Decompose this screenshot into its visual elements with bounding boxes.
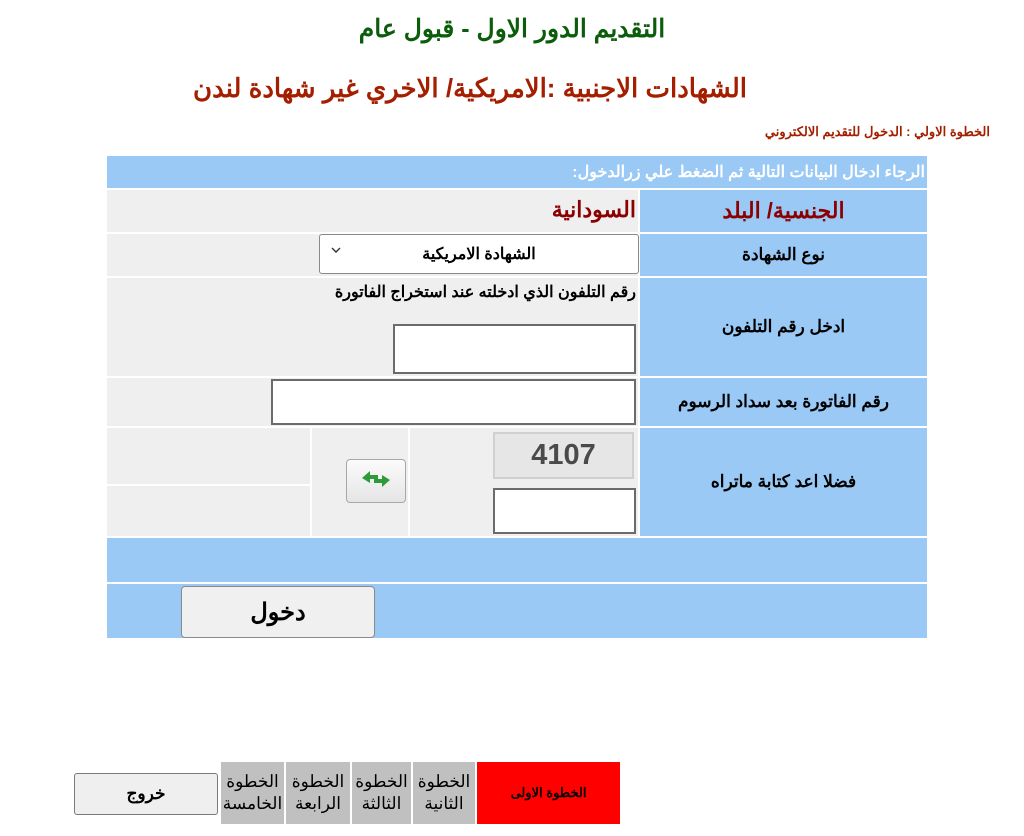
- certificate-type-selected: الشهادة الامريكية: [422, 246, 536, 263]
- captcha-refresh-button[interactable]: [346, 459, 406, 503]
- nationality-label: الجنسية/ البلد: [640, 190, 927, 232]
- form-instructions: الرجاء ادخال البيانات التالية ثم الضغط علي زرالدخول:: [107, 156, 927, 188]
- page-subtitle: الشهادات الاجنبية :الامريكية/ الاخري غير شهادة لندن: [192, 73, 748, 103]
- step-label: الخطوة الاولي : الدخول للتقديم الالكتروني: [764, 124, 990, 139]
- form-spacer: [107, 538, 927, 582]
- step-tab-3[interactable]: الخطوة الثالثة: [352, 762, 411, 824]
- phone-hint: رقم التلفون الذي ادخلته عند استخراج الفاتورة: [334, 284, 636, 301]
- captcha-empty-cell-top: [107, 428, 310, 484]
- login-button[interactable]: دخول: [181, 586, 375, 638]
- certificate-type-label: نوع الشهادة: [640, 234, 927, 276]
- phone-input[interactable]: [393, 324, 636, 374]
- page-title: التقديم الدور الاول - قبول عام: [358, 15, 666, 43]
- step-tab-1[interactable]: الخطوة الاولى: [477, 762, 620, 824]
- nationality-value-cell: [107, 190, 638, 232]
- refresh-arrows-icon: [358, 468, 394, 494]
- exit-button[interactable]: خروج: [74, 773, 218, 815]
- captcha-code: 4107: [493, 432, 634, 479]
- step-tab-2[interactable]: الخطوة الثانية: [413, 762, 475, 824]
- invoice-input[interactable]: [271, 379, 636, 425]
- login-form: [107, 156, 927, 638]
- nationality-value: السودانية: [551, 197, 636, 222]
- captcha-label: فضلا اعد كتابة ماتراه: [640, 428, 927, 536]
- step-tab-4[interactable]: الخطوة الرابعة: [286, 762, 350, 824]
- chevron-down-icon: [330, 243, 342, 259]
- captcha-empty-cell-bottom: [107, 486, 310, 536]
- certificate-type-select[interactable]: [319, 234, 639, 274]
- invoice-label: رقم الفاتورة بعد سداد الرسوم: [640, 378, 927, 426]
- step-tab-5[interactable]: الخطوة الخامسة: [221, 762, 284, 824]
- captcha-input[interactable]: [493, 488, 636, 534]
- phone-label: ادخل رقم التلفون: [640, 278, 927, 376]
